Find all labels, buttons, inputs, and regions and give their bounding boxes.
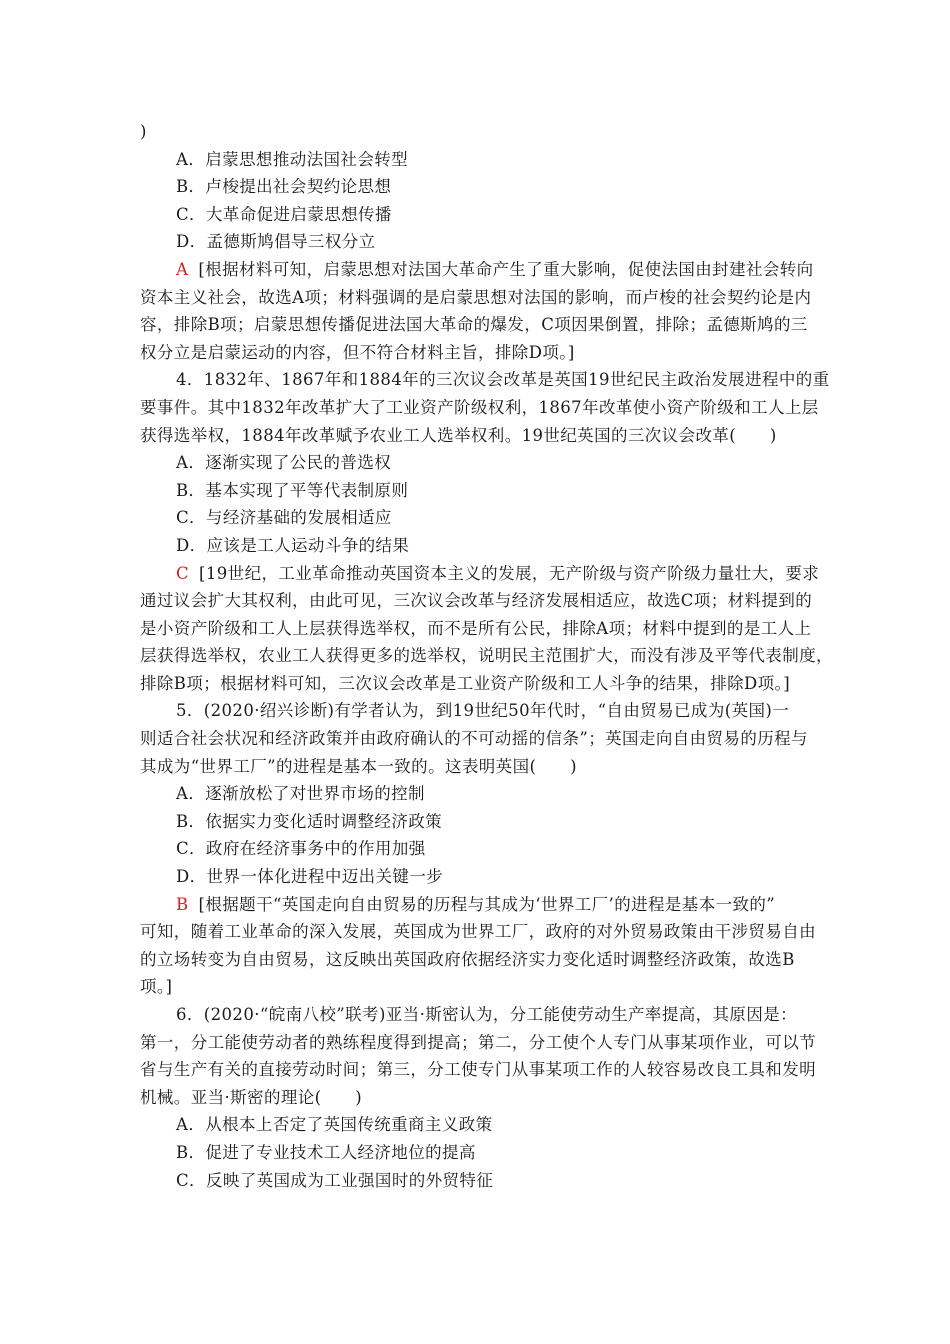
option-b: B．基本实现了平等代表制原则 bbox=[176, 480, 409, 500]
question-stem: 省与生产有关的直接劳动时间；第三，分工使专门从事某项工作的人较容易改良工具和发明 bbox=[140, 1060, 816, 1080]
question-stem: 获得选举权，1884年改革赋予农业工人选举权利。19世纪英国的三次议会改革( ) bbox=[140, 425, 777, 445]
explanation-line: A [根据材料可知，启蒙思想对法国大革命产生了重大影响，促使法国由封建社会转向 bbox=[176, 259, 814, 279]
question-3 bbox=[140, 118, 820, 366]
option-c: C．政府在经济事务中的作用加强 bbox=[176, 839, 426, 859]
option-b: B．促进了专业技术工人经济地位的提高 bbox=[176, 1142, 476, 1162]
option-a: A．逐渐放松了对世界市场的控制 bbox=[176, 784, 425, 804]
option-d: D．应该是工人运动斗争的结果 bbox=[176, 535, 410, 555]
option-b: B．卢梭提出社会契约论思想 bbox=[176, 177, 392, 197]
question-stem-tail: ) bbox=[140, 122, 147, 141]
answer-letter: B bbox=[176, 894, 189, 914]
explanation-line: 通过议会扩大其权利，由此可见，三次议会改革与经济发展相适应，故选C项；材料提到的 bbox=[140, 591, 813, 611]
question-stem: 第一，分工能使劳动者的熟练程度得到提高；第二，分工使个人专门从事某项作业，可以节 bbox=[140, 1032, 816, 1052]
question-stem: 要事件。其中1832年改革扩大了工业资产阶级权利，1867年改革使小资产阶级和工人上层 bbox=[140, 397, 819, 417]
document-page bbox=[140, 118, 833, 1194]
option-a: A．从根本上否定了英国传统重商主义政策 bbox=[176, 1115, 493, 1135]
question-6 bbox=[140, 1001, 820, 1194]
option-c: C．反映了英国成为工业强国时的外贸特征 bbox=[176, 1170, 494, 1190]
option-a: A．逐渐实现了公民的普选权 bbox=[176, 453, 392, 473]
explanation-line: 排除B项；根据材料可知，三次议会改革是工业资产阶级和工人斗争的结果，排除D项。] bbox=[140, 673, 791, 693]
question-stem: 6．(2020·“皖南八校”联考)亚当·斯密认为，分工能使劳动生产率提高，其原因是： bbox=[176, 1005, 798, 1024]
explanation-line: 是小资产阶级和工人上层获得选举权，而不是所有公民，排除A项；材料中提到的是工人上 bbox=[140, 618, 812, 638]
question-4 bbox=[140, 366, 833, 697]
answer-letter: A bbox=[176, 259, 189, 279]
explanation-line: 可知，随着工业革命的深入发展，英国成为世界工厂，政府的对外贸易政策由干涉贸易自由 bbox=[140, 922, 816, 942]
question-stem: 4．1832年、1867年和1884年的三次议会改革是英国19世纪民主政治发展进程中的重 bbox=[176, 370, 830, 390]
explanation-line: 权分立是启蒙运动的内容，但不符合材料主旨，排除D项。] bbox=[140, 342, 575, 362]
option-c: C．与经济基础的发展相适应 bbox=[176, 508, 392, 528]
explanation-line: C [19世纪，工业革命推动英国资本主义的发展，无产阶级与资产阶级力量壮大，要求 bbox=[176, 563, 820, 583]
explanation-line: 容，排除B项；启蒙思想传播促进法国大革命的爆发，C项因果倒置，排除；孟德斯鸠的三 bbox=[140, 315, 808, 335]
question-stem: 5．(2020·绍兴诊断)有学者认为，到19世纪50年代时，“自由贸易已成为(英国)一 bbox=[176, 701, 790, 721]
option-d: D．孟德斯鸠倡导三权分立 bbox=[176, 232, 376, 252]
explanation-line: 的立场转变为自由贸易，这反映出英国政府依据经济实力变化适时调整经济政策，故选B bbox=[140, 949, 795, 969]
question-stem: 则适合社会状况和经济政策并由政府确认的不可动摇的信条”；英国走向自由贸易的历程与 bbox=[140, 729, 808, 749]
answer-letter: C bbox=[176, 563, 190, 583]
explanation-line: 层获得选举权，农业工人获得更多的选举权，说明民主范围扩大，而没有涉及平等代表制度， bbox=[140, 646, 833, 666]
question-stem: 机械。亚当·斯密的理论( ) bbox=[140, 1087, 363, 1107]
question-stem: 其成为“世界工厂”的进程是基本一致的。这表明英国( ) bbox=[140, 756, 577, 776]
question-5 bbox=[140, 697, 820, 1001]
explanation-line: 资本主义社会，故选A项；材料强调的是启蒙思想对法国的影响，而卢梭的社会契约论是内 bbox=[140, 287, 812, 307]
option-d: D．世界一体化进程中迈出关键一步 bbox=[176, 867, 444, 887]
explanation-line: B [根据题干“英国走向自由贸易的历程与其成为‘世界工厂’的进程是基本一致的” bbox=[176, 894, 776, 914]
option-a: A．启蒙思想推动法国社会转型 bbox=[176, 149, 409, 169]
option-b: B．依据实力变化适时调整经济政策 bbox=[176, 811, 443, 831]
explanation-line: 项。] bbox=[140, 977, 173, 997]
option-c: C．大革命促进启蒙思想传播 bbox=[176, 204, 392, 224]
